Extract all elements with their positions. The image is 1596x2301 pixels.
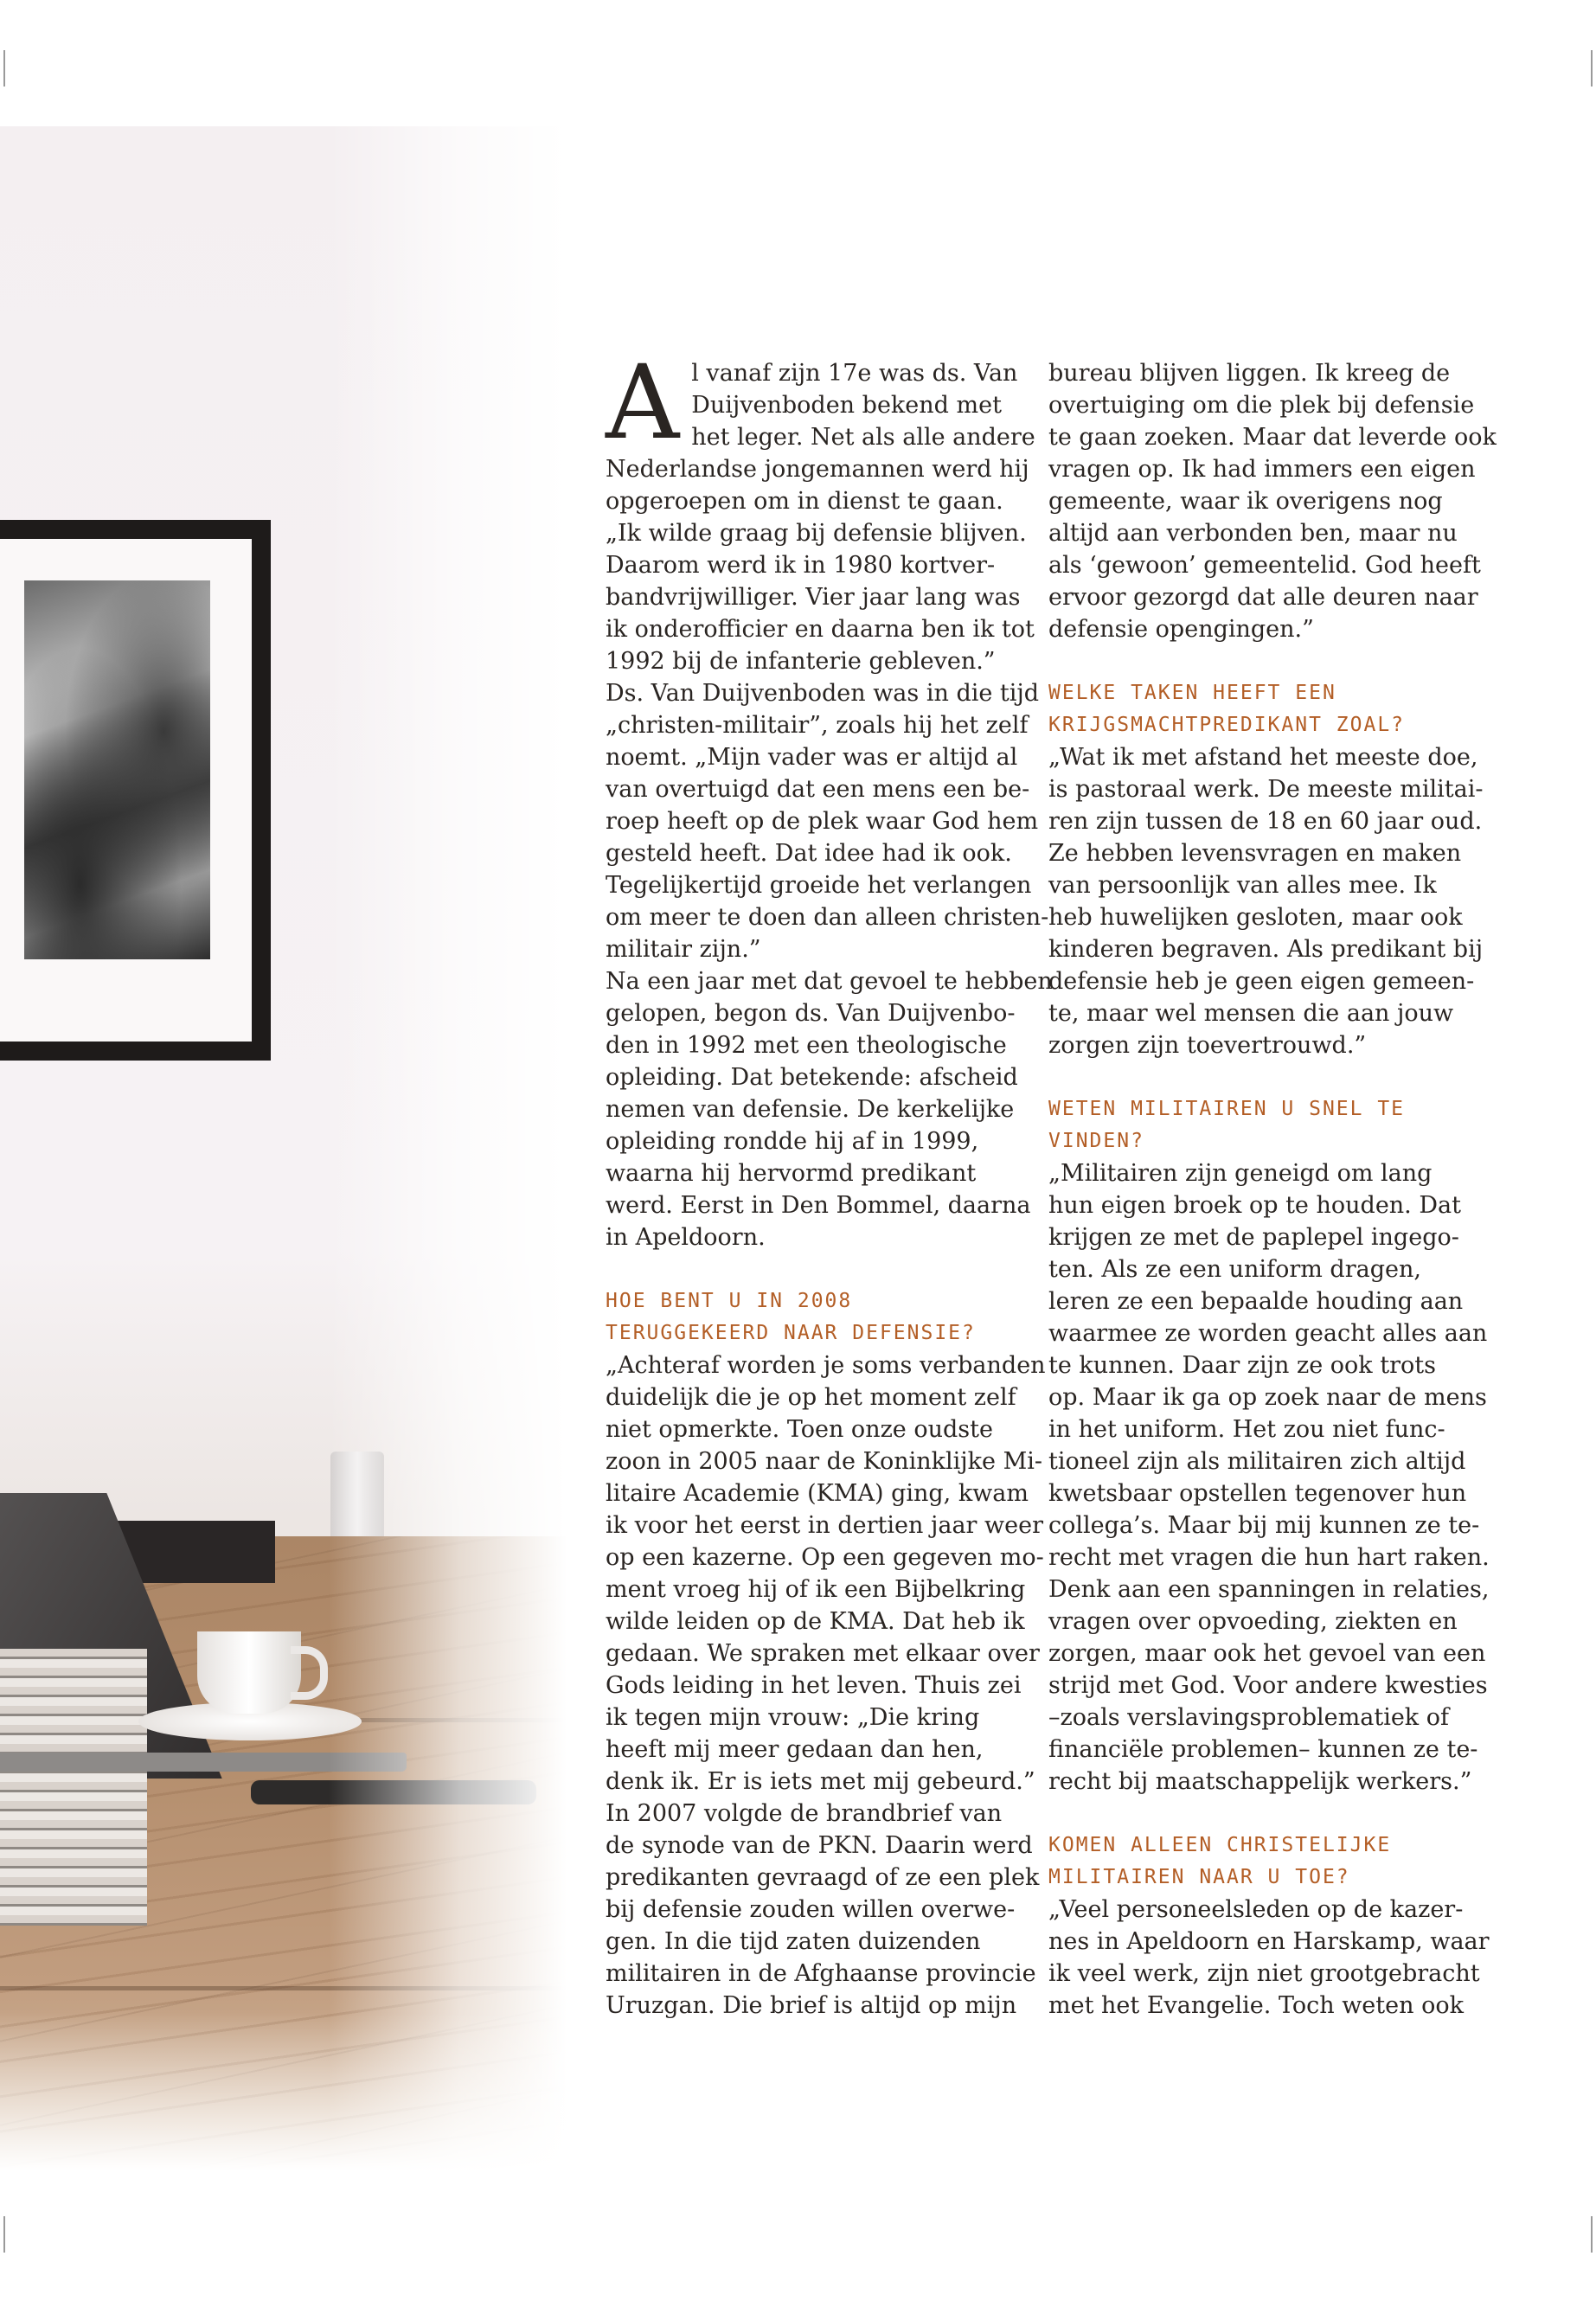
text-line: opgeroepen om in dienst te gaan. [606, 488, 1003, 515]
text-line: „Wat ik met afstand het meeste doe, [1048, 744, 1478, 771]
photo-fade-bottom [0, 2012, 567, 2171]
crop-mark-bottom-right [1591, 2216, 1593, 2253]
heading-line: WETEN MILITAIREN U SNEL TE [1048, 1098, 1406, 1120]
text-line: „Achteraf worden je soms verbanden [606, 1352, 1046, 1379]
section-heading [606, 1285, 1012, 1349]
cup-handle [291, 1646, 328, 1700]
text-line: militairen in de Afghaanse provincie [606, 1960, 1036, 1987]
text-line: „Militairen zijn geneigd om lang [1048, 1160, 1433, 1187]
text-line: „Veel personeelsleden op de kazer- [1048, 1896, 1464, 1923]
section-paragraph [1048, 1894, 1490, 2022]
text-line: waarmee ze worden geacht alles aan [1048, 1320, 1488, 1347]
text-line: –zoals verslavingsproblematiek of [1048, 1704, 1449, 1731]
text-line: op. Maar ik ga op zoek naar de mens [1048, 1384, 1487, 1411]
text-line: hun eigen broek op te houden. Dat [1048, 1192, 1461, 1219]
text-line: krijgen ze met de paplepel ingego- [1048, 1224, 1459, 1251]
text-line: gen. In die tijd zaten duizenden [606, 1928, 981, 1955]
text-line: tioneel zijn als militairen zich altijd [1048, 1448, 1466, 1475]
text-line: „christen-militair”, zoals hij het zelf [606, 712, 1029, 739]
text-line: te kunnen. Daar zijn ze ook trots [1048, 1352, 1436, 1379]
text-line: vragen op. Ik had immers een eigen [1048, 456, 1476, 483]
text-line: nes in Apeldoorn en Harskamp, waar [1048, 1928, 1490, 1955]
text-line: Daarom werd ik in 1980 kortver- [606, 552, 996, 579]
text-line: Ds. Van Duijvenboden was in die tijd [606, 680, 1040, 707]
text-line: gedaan. We spraken met elkaar over [606, 1640, 1040, 1667]
text-line: strijd met God. Voor andere kwesties [1048, 1672, 1488, 1699]
text-line: in het uniform. Het zou niet func- [1048, 1416, 1445, 1443]
text-line: vragen over opvoeding, ziekten en [1048, 1608, 1458, 1635]
framed-artwork [0, 520, 271, 1061]
heading-line: HOE BENT U IN 2008 [606, 1290, 853, 1312]
text-line: predikanten gevraagd of ze een plek [606, 1864, 1040, 1891]
text-line: de synode van de PKN. Daarin werd [606, 1832, 1033, 1859]
photo-fade-right [329, 126, 567, 2171]
text-line: recht bij maatschappelijk werkers.” [1048, 1768, 1472, 1795]
text-line: met het Evangelie. Toch weten ook [1048, 1992, 1464, 2019]
text-line: wilde leiden op de KMA. Dat heb ik [606, 1608, 1025, 1635]
text-line: Uruzgan. Die brief is altijd op mijn [606, 1992, 1017, 2019]
text-line: overtuiging om die plek bij defensie [1048, 392, 1475, 419]
section-paragraph [1048, 741, 1484, 1061]
text-line: waarna hij hervormd predikant [606, 1160, 977, 1187]
heading-line: VINDEN? [1048, 1130, 1144, 1152]
text-line: ervoor gezorgd dat alle deuren naar [1048, 584, 1478, 611]
text-line: opleiding rondde hij af in 1999, [606, 1128, 979, 1155]
text-line: om meer te doen dan alleen christen- [606, 904, 1049, 931]
section-paragraph-continued [1048, 357, 1497, 645]
text-line: werd. Eerst in Den Bommel, daarna [606, 1192, 1031, 1219]
text-line: denk ik. Er is iets met mij gebeurd.” [606, 1768, 1035, 1795]
text-line: opleiding. Dat betekende: afscheid [606, 1064, 1018, 1091]
text-line: Na een jaar met dat gevoel te hebben [606, 968, 1053, 995]
text-line: ik tegen mijn vrouw: „Die kring [606, 1704, 980, 1731]
text-line: op een kazerne. Op een gegeven mo- [606, 1544, 1044, 1571]
text-line: duidelijk die je op het moment zelf [606, 1384, 1016, 1411]
text-line: zorgen, maar ook het gevoel van een [1048, 1640, 1486, 1667]
section-paragraph [1048, 1157, 1490, 1798]
text-line: gemeente, waar ik overigens nog [1048, 488, 1443, 515]
text-line: te gaan zoeken. Maar dat leverde ook [1048, 424, 1497, 451]
crop-mark-bottom-left [3, 2216, 5, 2253]
text-line: bandvrijwilliger. Vier jaar lang was [606, 584, 1021, 611]
section-heading [1048, 1093, 1459, 1157]
text-line: gesteld heeft. Dat idee had ik ook. [606, 840, 1012, 867]
text-line: zoon in 2005 naar de Koninklijke Mi- [606, 1448, 1042, 1475]
text-line: van persoonlijk van alles mee. Ik [1048, 872, 1437, 899]
text-line: 1992 bij de infanterie gebleven.” [606, 648, 996, 675]
text-line: Nederlandse jongemannen werd hij [606, 456, 1029, 483]
text-line: kwetsbaar opstellen tegenover hun [1048, 1480, 1467, 1507]
text-line: gelopen, begon ds. Van Duijvenbo- [606, 1000, 1016, 1027]
text-line: als ‘gewoon’ gemeentelid. God heeft [1048, 552, 1481, 579]
text-line: litaire Academie (KMA) ging, kwam [606, 1480, 1029, 1507]
section-heading [1048, 1830, 1459, 1894]
artwork-image [24, 580, 210, 959]
heading-line: WELKE TAKEN HEEFT EEN [1048, 682, 1336, 704]
text-line: ren zijn tussen de 18 en 60 jaar oud. [1048, 808, 1483, 835]
heading-line: MILITAIREN NAAR U TOE? [1048, 1866, 1350, 1888]
text-line: in Apeldoorn. [606, 1224, 766, 1251]
intro-paragraph [606, 453, 1053, 1253]
heading-line: TERUGGEKEERD NAAR DEFENSIE? [606, 1322, 976, 1344]
text-line: Gods leiding in het leven. Thuis zei [606, 1672, 1022, 1699]
artwork-mat [0, 539, 252, 1042]
text-line: niet opmerkte. Toen onze oudste [606, 1416, 993, 1443]
text-line: heeft mij meer gedaan dan hen, [606, 1736, 984, 1763]
text-line: bureau blijven liggen. Ik kreeg de [1048, 360, 1451, 387]
text-line: collega’s. Maar bij mij kunnen ze te- [1048, 1512, 1480, 1539]
text-line: ten. Als ze een uniform dragen, [1048, 1256, 1421, 1283]
drop-cap: A [606, 343, 680, 462]
text-line: defensie heb je geen eigen gemeen- [1048, 968, 1475, 995]
heading-line: KOMEN ALLEEN CHRISTELIJKE [1048, 1834, 1392, 1856]
text-line: Ze hebben levensvragen en maken [1048, 840, 1462, 867]
text-line: heb huwelijken gesloten, maar ook [1048, 904, 1463, 931]
text-line: recht met vragen die hun hart raken. [1048, 1544, 1490, 1571]
crop-mark-top-right [1591, 50, 1593, 87]
text-line: l vanaf zijn 17e was ds. Van [691, 360, 1018, 387]
section-paragraph [606, 1349, 1046, 2022]
text-line: zorgen zijn toevertrouwd.” [1048, 1032, 1367, 1059]
book-stack [0, 1649, 147, 1926]
text-line: In 2007 volgde de brandbrief van [606, 1800, 1003, 1827]
text-line: te, maar wel mensen die aan jouw [1048, 1000, 1454, 1027]
text-line: Tegelijkertijd groeide het verlangen [606, 872, 1032, 899]
text-line: bij defensie zouden willen overwe- [606, 1896, 1016, 1923]
text-line: kinderen begraven. Als predikant bij [1048, 936, 1484, 963]
interior-photo [0, 126, 567, 2171]
text-line: defensie opengingen.” [1048, 616, 1314, 643]
text-line: leren ze een bepaalde houding aan [1048, 1288, 1464, 1315]
text-line: ik veel werk, zijn niet grootgebracht [1048, 1960, 1480, 1987]
coffee-cup [197, 1631, 301, 1714]
text-line: ment vroeg hij of ik een Bijbelkring [606, 1576, 1026, 1603]
text-line: roep heeft op de plek waar God hem [606, 808, 1039, 835]
text-line: militair zijn.” [606, 936, 761, 963]
crop-mark-top-left [3, 50, 5, 87]
article-column-2 [1048, 357, 1497, 2022]
text-line: Duijvenboden bekend met [691, 392, 1002, 419]
heading-line: KRIJGSMACHTPREDIKANT ZOAL? [1048, 714, 1406, 736]
text-line: Denk aan een spanningen in relaties, [1048, 1576, 1490, 1603]
text-line: het leger. Net als alle andere [691, 424, 1035, 451]
text-line: nemen van defensie. De kerkelijke [606, 1096, 1015, 1123]
text-line: is pastoraal werk. De meeste militai- [1048, 776, 1484, 803]
text-line: noemt. „Mijn vader was er altijd al [606, 744, 1018, 771]
article-column-1 [606, 343, 1053, 2022]
text-line: den in 1992 met een theologische [606, 1032, 1007, 1059]
text-line: ik voor het eerst in dertien jaar weer [606, 1512, 1044, 1539]
text-line: ik onderofficier en daarna ben ik tot [606, 616, 1035, 643]
text-line: „Ik wilde graag bij defensie blijven. [606, 520, 1027, 547]
text-line: altijd aan verbonden ben, maar nu [1048, 520, 1458, 547]
text-line: van overtuigd dat een mens een be- [606, 776, 1030, 803]
text-line: financiële problemen– kunnen ze te- [1048, 1736, 1478, 1763]
section-heading [1048, 677, 1459, 741]
